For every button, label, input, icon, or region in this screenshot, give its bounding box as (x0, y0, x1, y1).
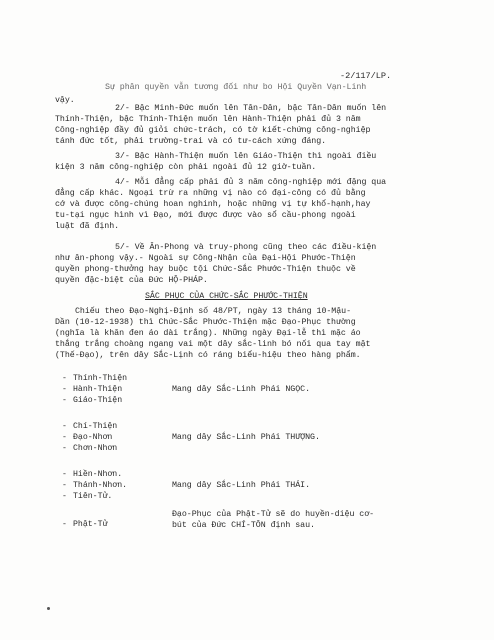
section-line-4: (Thế-Đạo), trên dây Sắc-Lịnh có ráng biểu-hiệu theo hàng phẩm. (55, 351, 361, 360)
group-description: Mang dây Sắc-Linh Phái THƯỢNG. (172, 433, 320, 442)
p5-line-2: quyền phong-thưởng hay buộc tội Chức-Sắc Phước-Thiện thuộc về (55, 265, 356, 274)
p3-line-1: kiện 3 năm công-nghiệp còn phải ngoài đủ 12 giờ-tuần. (55, 163, 317, 172)
p4-line-2: cớ và được công-chúng hoan nghinh, hoặc những vị tự khổ-hạnh,hay (55, 200, 371, 209)
section-line-0: Chiếu theo Đạo-Nghị-Định số 48/PT, ngày 13 tháng 10-Mậu- (75, 307, 352, 316)
group-description: Mang dây Sắc-Linh Phái THÁI. (172, 481, 311, 490)
page-number: -2/117/LP. (340, 71, 392, 81)
rank-item: - Thánh-Nhơn. (62, 481, 128, 490)
rank-item: - Phật-Tử (62, 520, 108, 529)
rank-item: - Chơn-Nhơn (62, 444, 118, 453)
p4-line-0: 4/- Mỗi đẳng cấp phải đủ 3 năm công-nghiệp mới đặng qua (115, 178, 387, 187)
group-description: Đạo-Phục của Phật-Tử sẽ do huyền-diệu cơ- (172, 510, 375, 519)
section-line-1: Dần (10-12-1938) thì Chức-Sắc Phước-Thiện mặc Đạo-Phục thường (55, 318, 356, 327)
group-description: bút của Đức CHÍ-TÔN định sau. (172, 521, 315, 530)
p1-line-0: vậy. (55, 96, 75, 105)
rank-item: - Hành-Thiện (62, 385, 123, 394)
header-line: Sự phân quyền vẫn tương đối như bo Hội Quyền Vạn-Linh (105, 83, 367, 92)
rank-item: - Hiền-Nhơn. (62, 470, 123, 479)
p1-line-3: Công-nghiệp đầy đủ giỏi chức-trách, có tờ kiết-chứng công-nghiệp (55, 126, 371, 135)
rank-item: - Tiên-Tử. (62, 492, 113, 501)
scan-speck (47, 607, 50, 610)
p1-line-1: 2/- Bậc Minh-Đức muốn lên Tân-Dân, bậc Tân-Dân muốn lên (115, 104, 387, 113)
p3-line-0: 3/- Bậc Hành-Thiện muốn lên Giáo-Thiện thì ngoài điều (115, 152, 377, 161)
p4-line-4: luật đã định. (55, 222, 120, 231)
section-line-3: thắng trắng choàng ngang vai một dây sắc-linh bó nối qua tay mặt (55, 340, 371, 349)
p5-line-3: quyền đặc-biệt của Đức HỘ-PHÁP. (55, 276, 208, 285)
p5-line-1: như ân-phong vậy.- Ngoài sự Công-Nhận của Đại-Hội Phước-Thiện (55, 254, 356, 263)
rank-item: - Chí-Thiện (62, 422, 118, 431)
section-title: SẮC PHỤC CỦA CHỨC-SẮC PHƯỚC-THIỆN (145, 292, 308, 301)
rank-item: - Thính-Thiện (62, 374, 128, 383)
rank-item: - Giáo-Thiện (62, 396, 123, 405)
group-description: Mang dây Sắc-Linh Phái NGỌC. (172, 385, 311, 394)
section-line-2: (nghĩa là khăn đen áo dài trắng). Những ngày Đại-lễ thì mặc áo (55, 329, 361, 338)
p5-line-0: 5/- Về Ân-Phong và truy-phong cũng theo các điều-kiện (115, 243, 377, 252)
p4-line-1: đẳng cấp khác. Ngoại trừ ra những vị nào có đại-công có đủ bằng (55, 189, 366, 198)
p1-line-2: Thính-Thiện, bậc Thính-Thiện muốn lên Hành-Thiện phải đủ 3 năm (55, 115, 361, 124)
p4-line-3: tu-tại ngục hình vì Đạo, mới được được vào sổ cầu-phong ngoài (55, 211, 356, 220)
rank-item: - Đạo-Nhơn (62, 433, 113, 442)
p1-line-4: tánh đức tốt, phải trường-trai và có tư-cách xứng đáng. (55, 137, 327, 146)
